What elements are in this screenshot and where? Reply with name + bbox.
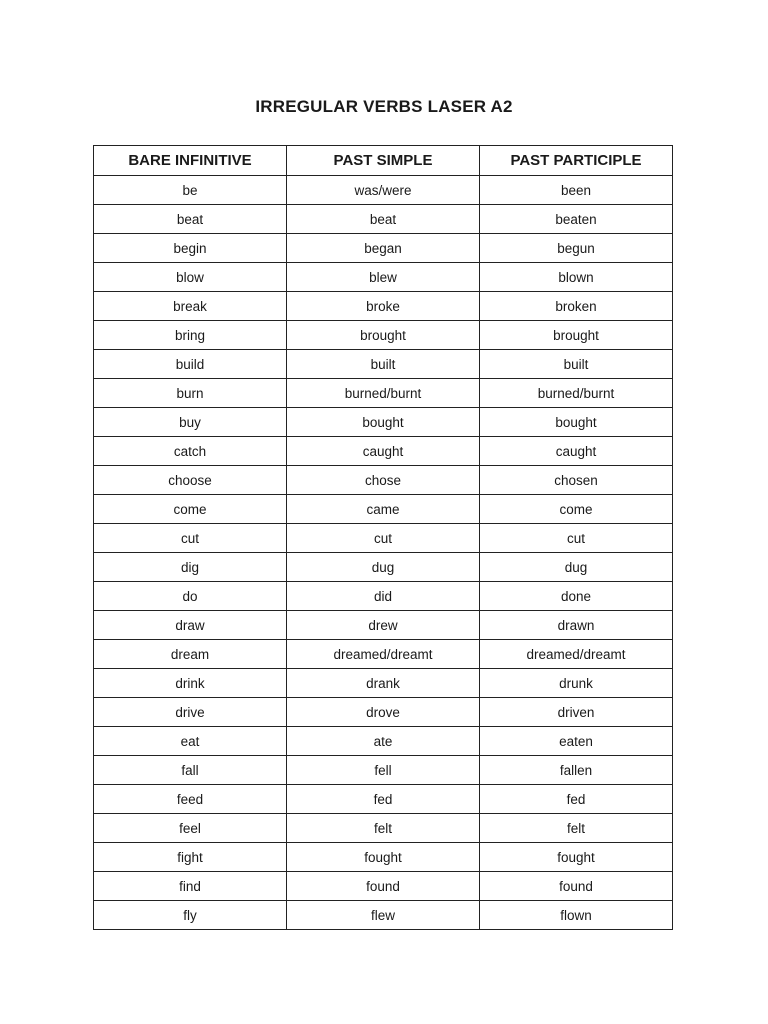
bare-infinitive-cell: dig xyxy=(94,553,287,582)
bare-infinitive-cell: fly xyxy=(94,901,287,930)
past-simple-cell: fell xyxy=(287,756,480,785)
table-row xyxy=(94,640,673,669)
header-row xyxy=(94,146,673,176)
past-participle-cell: drawn xyxy=(480,611,673,640)
past-simple-cell: blew xyxy=(287,263,480,292)
table-row xyxy=(94,901,673,930)
bare-infinitive-cell: feed xyxy=(94,785,287,814)
past-participle-cell: felt xyxy=(480,814,673,843)
past-simple-cell: caught xyxy=(287,437,480,466)
past-participle-cell: beaten xyxy=(480,205,673,234)
bare-infinitive-cell: begin xyxy=(94,234,287,263)
past-participle-cell: done xyxy=(480,582,673,611)
past-simple-cell: felt xyxy=(287,814,480,843)
past-participle-cell: chosen xyxy=(480,466,673,495)
bare-infinitive-cell: blow xyxy=(94,263,287,292)
past-simple-cell: flew xyxy=(287,901,480,930)
table-row xyxy=(94,843,673,872)
table-row xyxy=(94,321,673,350)
table-row xyxy=(94,495,673,524)
past-participle-cell: fed xyxy=(480,785,673,814)
past-simple-cell: burned/burnt xyxy=(287,379,480,408)
table-row xyxy=(94,292,673,321)
table-header xyxy=(94,146,673,176)
past-participle-cell: drunk xyxy=(480,669,673,698)
past-participle-cell: caught xyxy=(480,437,673,466)
table-row xyxy=(94,727,673,756)
irregular-verbs-table xyxy=(93,145,673,930)
table-row xyxy=(94,814,673,843)
bare-infinitive-cell: drink xyxy=(94,669,287,698)
past-simple-cell: found xyxy=(287,872,480,901)
past-simple-cell: fed xyxy=(287,785,480,814)
past-simple-cell: beat xyxy=(287,205,480,234)
past-participle-cell: broken xyxy=(480,292,673,321)
table-row xyxy=(94,756,673,785)
table-row xyxy=(94,466,673,495)
table-row xyxy=(94,524,673,553)
bare-infinitive-cell: catch xyxy=(94,437,287,466)
table-row xyxy=(94,582,673,611)
past-simple-cell: was/were xyxy=(287,176,480,205)
past-simple-cell: did xyxy=(287,582,480,611)
past-participle-cell: eaten xyxy=(480,727,673,756)
table-body xyxy=(94,176,673,930)
past-simple-cell: drove xyxy=(287,698,480,727)
bare-infinitive-cell: choose xyxy=(94,466,287,495)
past-participle-cell: come xyxy=(480,495,673,524)
past-simple-cell: cut xyxy=(287,524,480,553)
past-simple-cell: drank xyxy=(287,669,480,698)
bare-infinitive-cell: burn xyxy=(94,379,287,408)
past-simple-cell: chose xyxy=(287,466,480,495)
bare-infinitive-cell: build xyxy=(94,350,287,379)
past-simple-cell: brought xyxy=(287,321,480,350)
page-title: IRREGULAR VERBS LASER A2 xyxy=(255,97,513,117)
past-participle-cell: flown xyxy=(480,901,673,930)
past-participle-cell: bought xyxy=(480,408,673,437)
past-simple-cell: began xyxy=(287,234,480,263)
bare-infinitive-cell: be xyxy=(94,176,287,205)
table-row xyxy=(94,698,673,727)
bare-infinitive-cell: beat xyxy=(94,205,287,234)
table-row xyxy=(94,176,673,205)
past-participle-cell: driven xyxy=(480,698,673,727)
bare-infinitive-cell: buy xyxy=(94,408,287,437)
bare-infinitive-cell: feel xyxy=(94,814,287,843)
header-bare-infinitive: BARE INFINITIVE xyxy=(94,146,287,176)
bare-infinitive-cell: cut xyxy=(94,524,287,553)
past-participle-cell: dug xyxy=(480,553,673,582)
table-row xyxy=(94,611,673,640)
bare-infinitive-cell: eat xyxy=(94,727,287,756)
bare-infinitive-cell: do xyxy=(94,582,287,611)
table-row xyxy=(94,234,673,263)
bare-infinitive-cell: drive xyxy=(94,698,287,727)
table-row xyxy=(94,350,673,379)
bare-infinitive-cell: come xyxy=(94,495,287,524)
table-row xyxy=(94,785,673,814)
past-simple-cell: dug xyxy=(287,553,480,582)
past-participle-cell: begun xyxy=(480,234,673,263)
bare-infinitive-cell: fight xyxy=(94,843,287,872)
bare-infinitive-cell: break xyxy=(94,292,287,321)
bare-infinitive-cell: bring xyxy=(94,321,287,350)
bare-infinitive-cell: draw xyxy=(94,611,287,640)
past-simple-cell: bought xyxy=(287,408,480,437)
past-simple-cell: ate xyxy=(287,727,480,756)
past-simple-cell: fought xyxy=(287,843,480,872)
past-participle-cell: blown xyxy=(480,263,673,292)
past-participle-cell: burned/burnt xyxy=(480,379,673,408)
bare-infinitive-cell: find xyxy=(94,872,287,901)
past-simple-cell: built xyxy=(287,350,480,379)
past-participle-cell: built xyxy=(480,350,673,379)
table-row xyxy=(94,553,673,582)
table-row xyxy=(94,379,673,408)
table-row xyxy=(94,205,673,234)
past-simple-cell: came xyxy=(287,495,480,524)
past-simple-cell: dreamed/dreamt xyxy=(287,640,480,669)
table-row xyxy=(94,437,673,466)
past-simple-cell: broke xyxy=(287,292,480,321)
past-participle-cell: fought xyxy=(480,843,673,872)
bare-infinitive-cell: fall xyxy=(94,756,287,785)
table-row xyxy=(94,408,673,437)
past-participle-cell: cut xyxy=(480,524,673,553)
header-past-simple: PAST SIMPLE xyxy=(287,146,480,176)
past-participle-cell: found xyxy=(480,872,673,901)
table-row xyxy=(94,872,673,901)
past-participle-cell: fallen xyxy=(480,756,673,785)
past-participle-cell: dreamed/dreamt xyxy=(480,640,673,669)
past-simple-cell: drew xyxy=(287,611,480,640)
past-participle-cell: brought xyxy=(480,321,673,350)
bare-infinitive-cell: dream xyxy=(94,640,287,669)
past-participle-cell: been xyxy=(480,176,673,205)
table-row xyxy=(94,263,673,292)
table-row xyxy=(94,669,673,698)
header-past-participle: PAST PARTICIPLE xyxy=(480,146,673,176)
